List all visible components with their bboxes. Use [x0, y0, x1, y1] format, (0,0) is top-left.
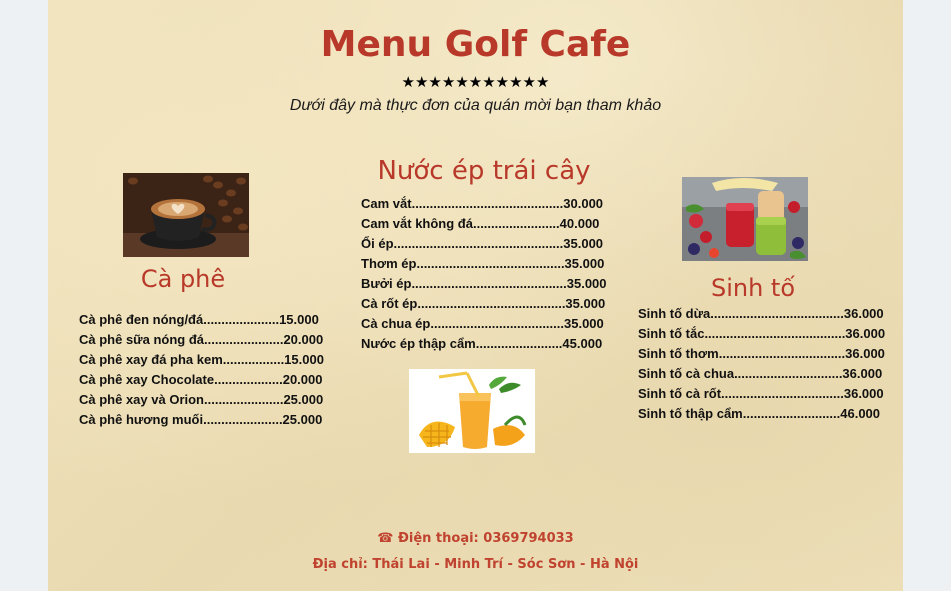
smoothie-item: Sinh tố thập cẩm...........................46.000	[638, 406, 881, 421]
juice-item: Cà chua ép.....................................35.000	[361, 316, 604, 331]
menu-page	[48, 0, 903, 591]
star-divider: ★★★★★★★★★★★	[401, 73, 550, 91]
coffee-item: Cà phê xay Chocolate...................20.000	[79, 372, 323, 387]
coffee-heading: Cà phê	[140, 265, 226, 293]
page-subtitle: Dưới đây mà thực đơn của quán mời bạn tham khảo	[289, 97, 662, 114]
footer-phone: ☎ Điện thoại: 0369794033	[377, 531, 574, 546]
smoothie-item: Sinh tố cà chua..............................36.000	[638, 366, 883, 381]
coffee-item: Cà phê sữa nóng đá......................20.000	[79, 332, 324, 347]
coffee-item: Cà phê xay đá pha kem.................15.000	[79, 352, 324, 367]
juice-item: Bưởi ép...........................................35.000	[361, 276, 607, 291]
juice-item: Cam vắt không đá........................40.000	[361, 216, 600, 231]
coffee-item: Cà phê hương muối......................25.000	[79, 412, 323, 427]
juice-item: Nước ép thập cẩm........................45.000	[361, 336, 603, 351]
smoothie-item: Sinh tố tắc.......................................36.000	[638, 326, 886, 341]
juice-item: Ổi ép...............................................35.000	[361, 236, 604, 251]
juice-heading: Nước ép trái cây	[377, 156, 591, 186]
juice-item: Cam vắt..........................................30.000	[361, 196, 604, 211]
smoothie-list	[638, 304, 885, 424]
smoothie-item: Sinh tố dừa.....................................36.000	[638, 306, 884, 321]
coffee-list	[79, 310, 324, 430]
coffee-cup-image	[123, 173, 249, 257]
page-title: Menu Golf Cafe	[320, 24, 631, 65]
coffee-item: Cà phê đen nóng/đá.....................15.000	[79, 312, 319, 327]
juice-item: Cà rốt ép.........................................35.000	[361, 296, 606, 311]
smoothie-item: Sinh tố thơm...................................36.000	[638, 346, 885, 361]
smoothie-heading: Sinh tố	[710, 274, 796, 302]
footer-address: Địa chỉ: Thái Lai - Minh Trí - Sóc Sơn - Hà Nội	[312, 557, 639, 572]
coffee-item: Cà phê xay và Orion......................25.000	[79, 392, 324, 407]
mango-juice-image	[409, 369, 535, 453]
smoothie-image	[682, 177, 808, 261]
juice-item: Thơm ép.........................................35.000	[361, 256, 605, 271]
juice-list	[361, 194, 607, 354]
smoothie-item: Sinh tố cà rốt..................................36.000	[638, 386, 884, 401]
